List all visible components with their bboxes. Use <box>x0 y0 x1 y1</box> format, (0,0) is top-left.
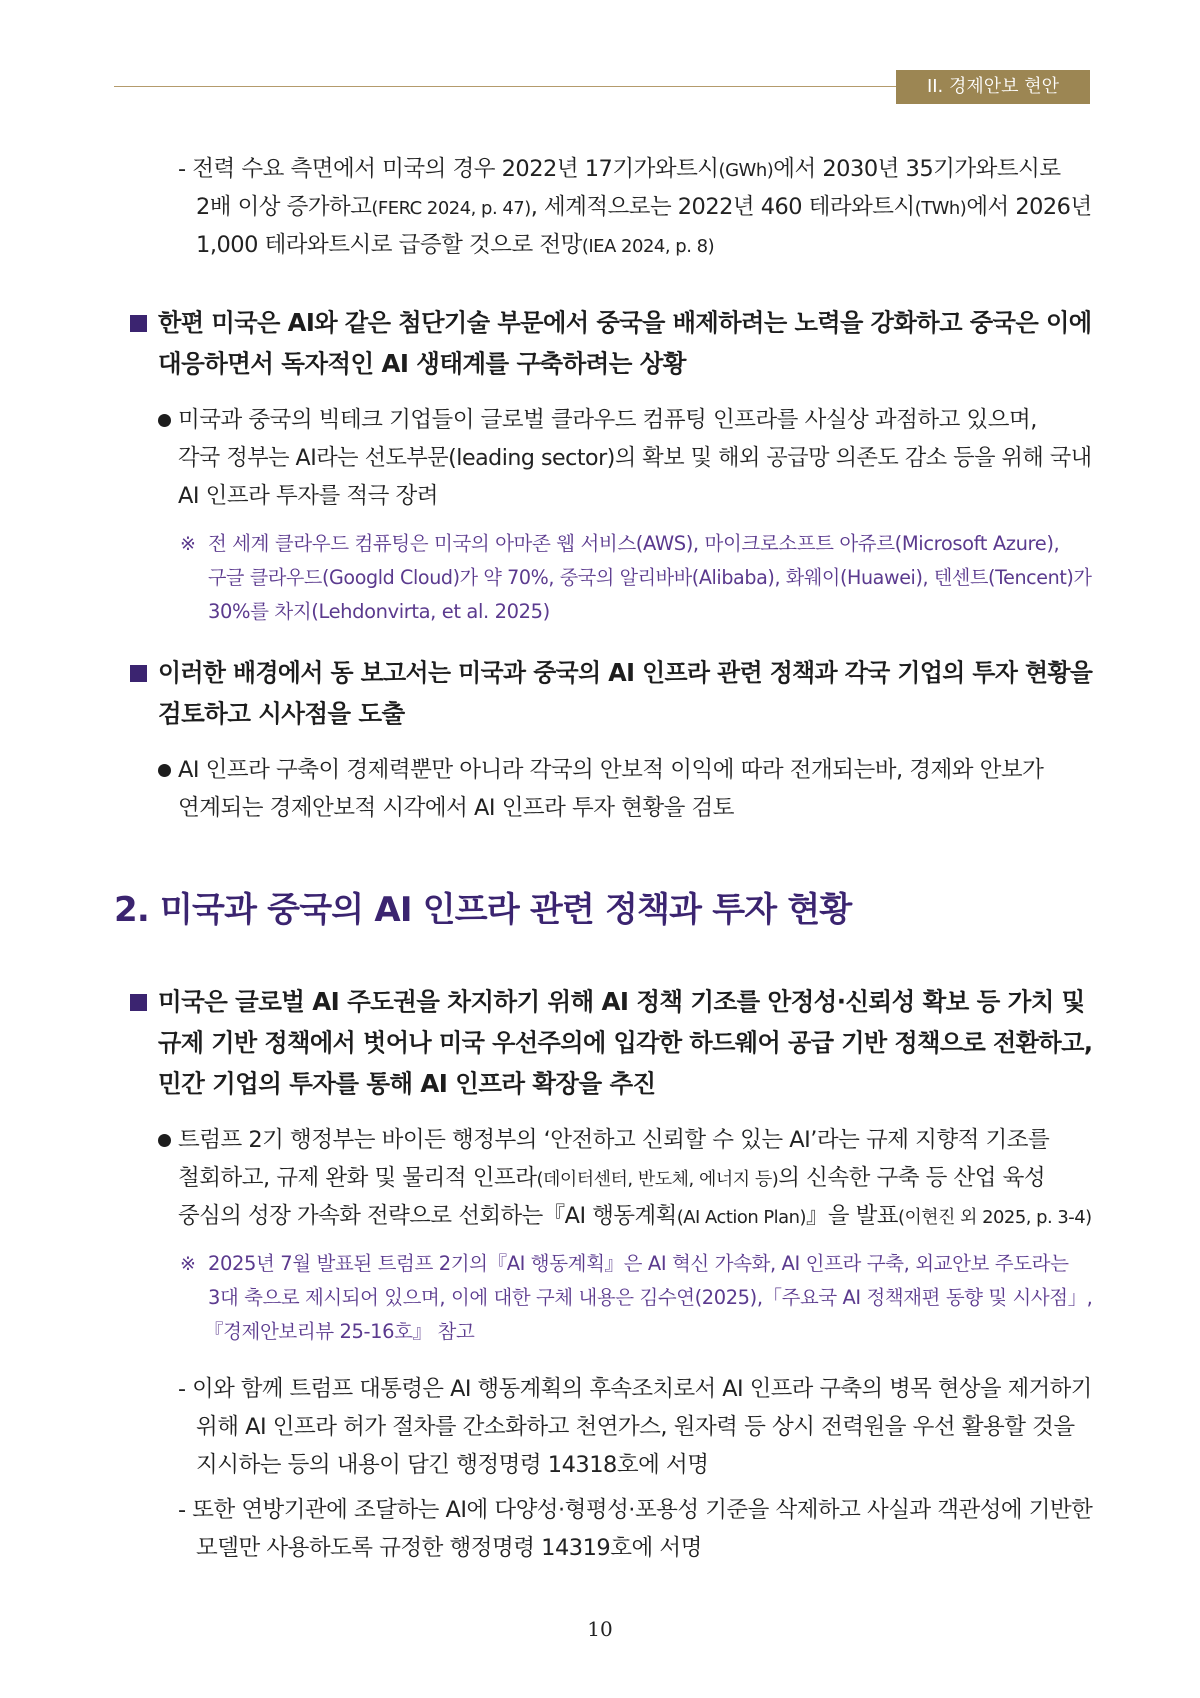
page-number: 10 <box>587 1617 613 1641</box>
note-line: 30%를 차지(Lehdonvirta, et al. 2025) <box>208 600 550 623</box>
round-bullet-icon <box>158 764 171 777</box>
key-point-heading: 민간 기업의 투자를 통해 AI 인프라 확장을 추진 <box>158 1069 656 1098</box>
header-rule <box>114 86 896 87</box>
dash-line: - 이와 함께 트럼프 대통령은 AI 행동계획의 후속조치로서 AI 인프라 구축의 병목 현상을 제거하기 <box>178 1376 1092 1402</box>
round-bullet-icon <box>158 1134 171 1147</box>
note-mark-icon: ※ <box>180 533 196 555</box>
small-text-run: (IEA 2024, p. 8) <box>581 236 715 257</box>
section-title: 2. 미국과 중국의 AI 인프라 관련 정책과 투자 현황 <box>114 890 852 930</box>
key-point-heading: 미국은 글로벌 AI 주도권을 차지하기 위해 AI 정책 기조를 안정성·신뢰성 확보 등 가치 및 <box>158 987 1085 1016</box>
bullet-line <box>178 1197 1092 1235</box>
text-run: - 전력 수요 측면에서 미국의 경우 2022년 17기가와트시 <box>178 156 719 182</box>
square-bullet-icon <box>130 994 147 1011</box>
dash-line: 모델만 사용하도록 규정한 행정명령 14319호에 서명 <box>196 1535 702 1561</box>
bullet-line: 미국과 중국의 빅테크 기업들이 글로벌 클라우드 컴퓨팅 인프라를 사실상 과점하고 있으며, <box>178 407 1037 433</box>
dash-line <box>196 226 714 264</box>
note-line: 2025년 7월 발표된 트럼프 2기의『AI 행동계획』은 AI 혁신 가속화, AI 인프라 구축, 외교안보 주도라는 <box>208 1252 1069 1275</box>
bullet-line: 트럼프 2기 행정부는 바이든 행정부의 ‘안전하고 신뢰할 수 있는 AI’라는 규제 지향적 기조를 <box>178 1127 1050 1153</box>
key-point-heading: 한편 미국은 AI와 같은 첨단기술 부문에서 중국을 배제하려는 노력을 강화하고 중국은 이에 <box>158 308 1092 337</box>
note-mark-icon: ※ <box>180 1253 196 1275</box>
small-text-run: (데이터센터, 반도체, 에너지 등) <box>536 1169 779 1190</box>
section-tag: II. 경제안보 현안 <box>896 70 1090 104</box>
note-line: 전 세계 클라우드 컴퓨팅은 미국의 아마존 웹 서비스(AWS), 마이크로소프트 아쥬르(Microsoft Azure), <box>208 532 1060 555</box>
dash-line: 위해 AI 인프라 허가 절차를 간소화하고 천연가스, 원자력 등 상시 전력원을 우선 활용할 것을 <box>196 1414 1075 1440</box>
note-line: 3대 축으로 제시되어 있으며, 이에 대한 구체 내용은 김수연(2025),「주요국 AI 정책재편 동향 및 시사점」, <box>208 1286 1093 1309</box>
key-point-heading: 검토하고 시사점을 도출 <box>158 699 405 728</box>
key-point-heading: 이러한 배경에서 동 보고서는 미국과 중국의 AI 인프라 관련 정책과 각국 기업의 투자 현황을 <box>158 658 1093 687</box>
small-text-run: (이현진 외 2025, p. 3-4) <box>897 1207 1092 1228</box>
dash-line: - 또한 연방기관에 조달하는 AI에 다양성·형평성·포용성 기준을 삭제하고 사실과 객관성에 기반한 <box>178 1497 1093 1523</box>
bullet-line <box>178 1159 1045 1197</box>
square-bullet-icon <box>130 315 147 332</box>
note-line: 『경제안보리뷰 25-16호』 참고 <box>204 1320 475 1343</box>
dash-line <box>178 150 1061 188</box>
round-bullet-icon <box>158 414 171 427</box>
small-text-run: (AI Action Plan) <box>676 1207 807 1228</box>
note-line: 구글 클라우드(Googld Cloud)가 약 70%, 중국의 알리바바(Alibaba), 화웨이(Huawei), 텐센트(Tencent)가 <box>208 566 1092 589</box>
text-run: 에서 2030년 35기가와트시로 <box>773 156 1061 182</box>
text-run: 2배 이상 증가하고 <box>196 194 372 220</box>
bullet-line: 연계되는 경제안보적 시각에서 AI 인프라 투자 현황을 검토 <box>178 795 734 821</box>
small-text-run: (TWh) <box>914 198 967 219</box>
text-run: 』을 발표 <box>806 1203 898 1229</box>
bullet-line: AI 인프라 투자를 적극 장려 <box>178 483 438 509</box>
bullet-line: AI 인프라 구축이 경제력뿐만 아니라 각국의 안보적 이익에 따라 전개되는바, 경제와 안보가 <box>178 757 1044 783</box>
text-run: 의 신속한 구축 등 산업 육성 <box>778 1165 1046 1191</box>
text-run: 1,000 테라와트시로 급증할 것으로 전망 <box>196 232 582 258</box>
small-text-run: (GWh) <box>718 160 774 181</box>
bullet-line: 각국 정부는 AI라는 선도부문(leading sector)의 확보 및 해외 공급망 의존도 감소 등을 위해 국내 <box>178 445 1092 471</box>
square-bullet-icon <box>130 665 147 682</box>
text-run: 에서 2026년 <box>966 194 1092 220</box>
key-point-heading: 대응하면서 독자적인 AI 생태계를 구축하려는 상황 <box>158 349 686 378</box>
text-run: 중심의 성장 가속화 전략으로 선회하는『AI 행동계획 <box>178 1203 677 1229</box>
key-point-heading: 규제 기반 정책에서 벗어나 미국 우선주의에 입각한 하드웨어 공급 기반 정책으로 전환하고, <box>158 1028 1093 1057</box>
dash-line: 지시하는 등의 내용이 담긴 행정명령 14318호에 서명 <box>196 1452 709 1478</box>
text-run: 철회하고, 규제 완화 및 물리적 인프라 <box>178 1165 537 1191</box>
small-text-run: (FERC 2024, p. 47) <box>371 198 531 219</box>
text-run: , 세계적으로는 2022년 460 테라와트시 <box>530 194 915 220</box>
dash-line <box>196 188 1092 226</box>
